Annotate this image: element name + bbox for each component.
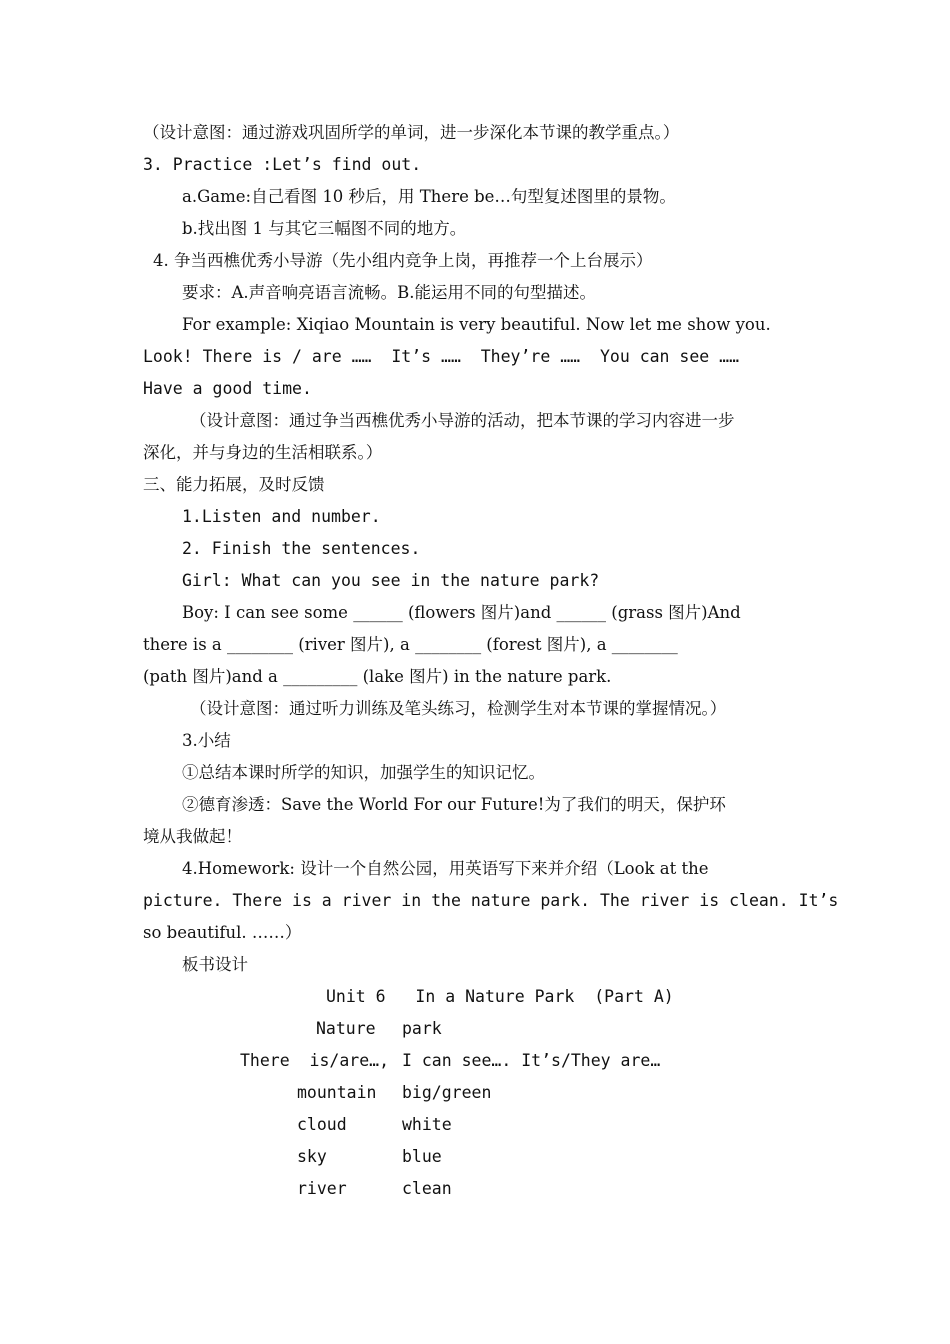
section-3-heading: 三、能力拓展，及时反馈	[143, 475, 325, 494]
design-intent-3: （设计意图：通过听力训练及笔头练习，检测学生对本节课的掌握情况。）	[190, 699, 727, 718]
board-desc: clean	[402, 1179, 452, 1198]
step-4-heading: 4. 争当西樵优秀小导游（先小组内竞争上岗，再推荐一个上台展示）	[153, 251, 653, 270]
summary-point-1: ①总结本课时所学的知识，加强学生的知识记忆。	[182, 763, 545, 782]
step-3b: b.找出图 1 与其它三幅图不同的地方。	[182, 219, 467, 238]
homework-line-3: so beautiful. ……）	[143, 923, 302, 942]
board-word: cloud	[297, 1115, 347, 1134]
homework-line-2: picture. There is a river in the nature park. The river is clean. It’s	[143, 891, 839, 910]
board-nature: Nature	[316, 1019, 376, 1038]
board-word: sky	[297, 1147, 327, 1166]
board-park: park	[402, 1019, 442, 1038]
step-3a: a.Game:自己看图 10 秒后，用 There be…句型复述图里的景物。	[182, 187, 676, 206]
design-intent-1: （设计意图：通过游戏巩固所学的单词，进一步深化本节课的教学重点。）	[143, 123, 680, 142]
homework-line-1: 4.Homework: 设计一个自然公园，用英语写下来并介绍（Look at the	[182, 859, 709, 878]
girl-question: Girl: What can you see in the nature park?	[182, 571, 600, 590]
board-desc: white	[402, 1115, 452, 1134]
summary-point-2b: 境从我做起！	[143, 827, 242, 846]
summary-heading: 3.小结	[182, 731, 231, 750]
board-desc: big/green	[402, 1083, 492, 1102]
example-line-1: For example: Xiqiao Mountain is very beautiful. Now let me show you.	[182, 315, 771, 334]
boy-answer-1: Boy: I can see some ______ (flowers 图片)and ______ (grass 图片)And	[182, 603, 741, 622]
summary-point-2a: ②德育渗透：Save the World For our Future!为了我们的明天，保护环	[182, 795, 726, 814]
board-there-is-are: There is/are…,	[240, 1051, 390, 1070]
step-3-heading: 3. Practice :Let’s find out.	[143, 155, 422, 174]
step-4-requirement: 要求：A.声音响亮语言流畅。B.能运用不同的句型描述。	[182, 283, 597, 302]
example-line-3: Have a good time.	[143, 379, 312, 398]
board-design-heading: 板书设计	[182, 955, 248, 974]
design-intent-2a: （设计意图：通过争当西樵优秀小导游的活动，把本节课的学习内容进一步	[190, 411, 735, 430]
design-intent-2b: 深化，并与身边的生活相联系。）	[143, 443, 383, 462]
listen-number: 1.Listen and number.	[182, 507, 381, 526]
board-word: mountain	[297, 1083, 377, 1102]
board-title: Unit 6 In a Nature Park (Part A)	[326, 987, 674, 1006]
board-desc: blue	[402, 1147, 442, 1166]
boy-answer-3: (path 图片)and a _________ (lake 图片) in the nature park.	[143, 667, 612, 686]
board-i-can-see: I can see…. It’s/They are…	[402, 1051, 661, 1070]
boy-answer-2: there is a ________ (river 图片), a ________ (forest 图片), a ________	[143, 635, 678, 654]
example-line-2: Look! There is / are …… It’s …… They’re …… You can see ……	[143, 347, 740, 366]
finish-sentences: 2. Finish the sentences.	[182, 539, 421, 558]
board-word: river	[297, 1179, 347, 1198]
